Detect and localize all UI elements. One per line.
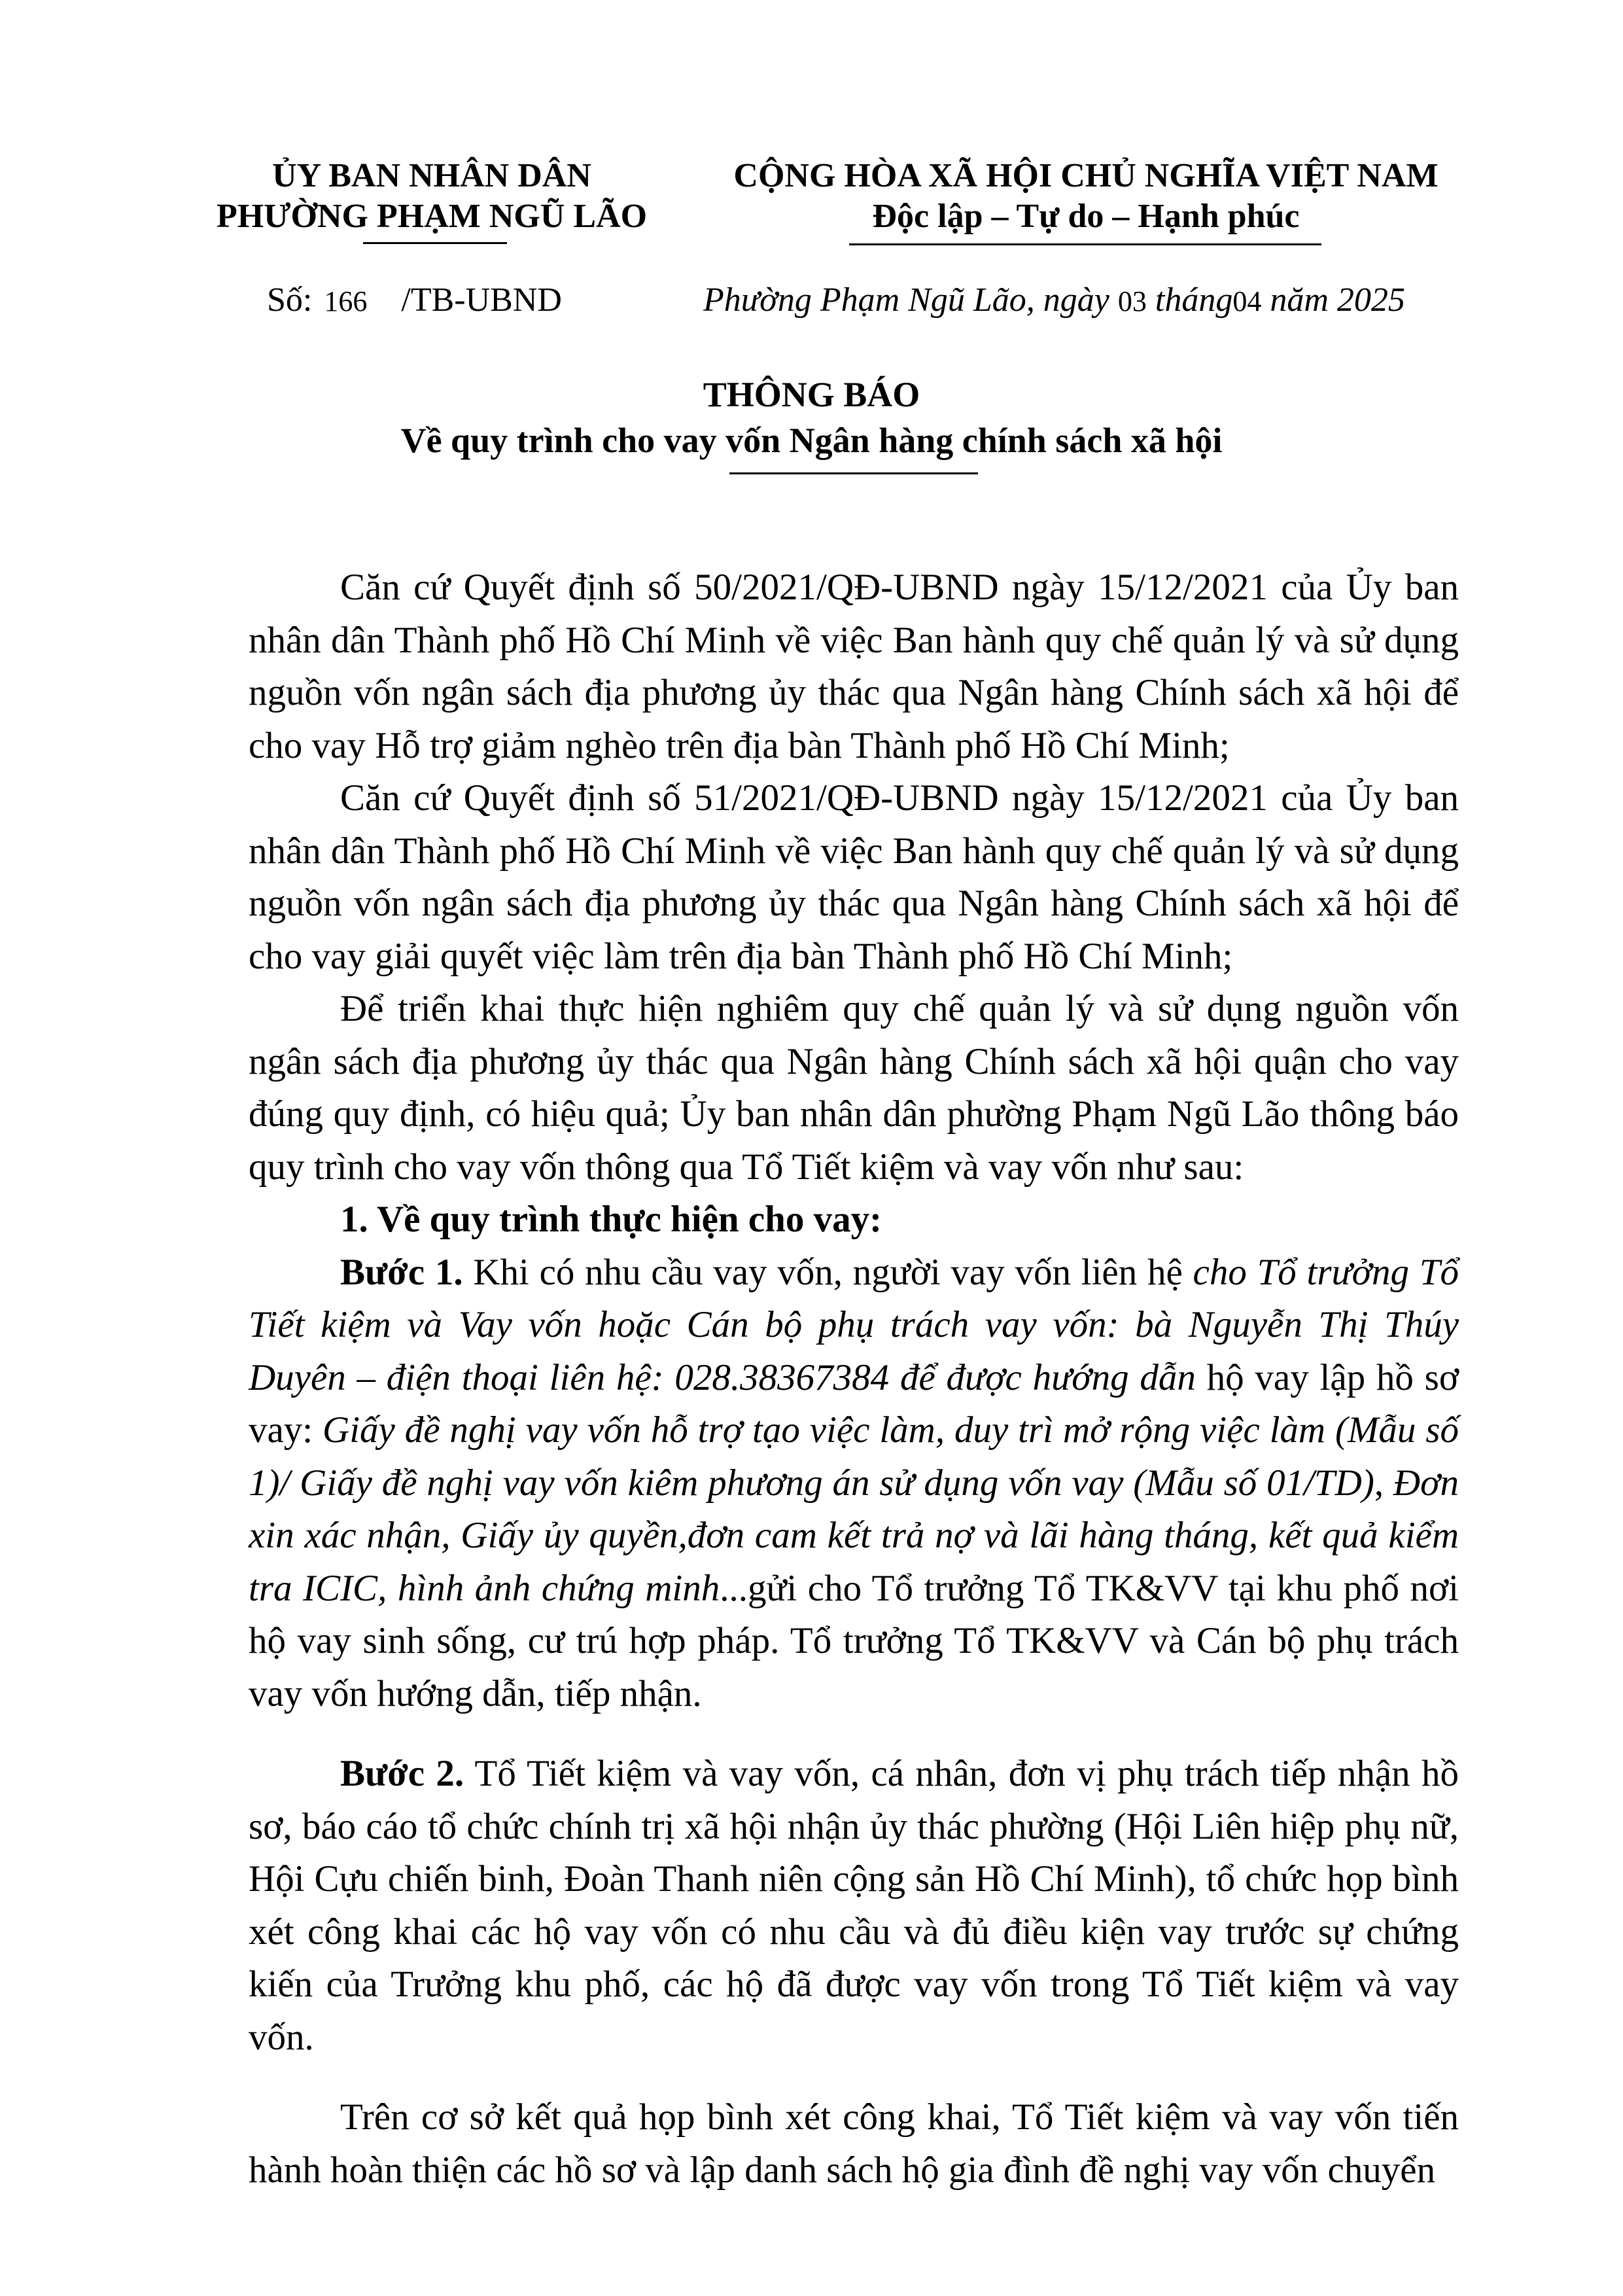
motto-underline (849, 243, 1321, 245)
legal-basis-2: Căn cứ Quyết định số 51/2021/QĐ-UBND ngày 15/12/2021 của Ủy ban nhân dân Thành phố Hồ Chí Minh về việc Ban hành quy chế quản lý và sử dụng nguồn vốn ngân sách địa phương ủy thác qua Ngân hàng Chính sách xã hội để cho vay giải quyết việc làm trên địa bàn Thành phố Hồ Chí Minh; (249, 777, 1459, 977)
step-2-paragraph (249, 1748, 1459, 2064)
step-1-forms: Giấy đề nghị vay vốn hỗ trợ tạo việc làm, duy trì mở rộng việc làm (Mẫu số 1)/ Giấy đề nghị vay vốn kiêm phương án sử dụng vốn vay (Mẫu số 01/TD) (249, 1409, 1459, 1504)
legal-basis-1: Căn cứ Quyết định số 50/2021/QĐ-UBND ngày 15/12/2021 của Ủy ban nhân dân Thành phố Hồ Chí Minh về việc Ban hành quy chế quản lý và sử dụng nguồn vốn ngân sách địa phương ủy thác qua Ngân hàng Chính sách xã hội để cho vay Hỗ trợ giảm nghèo trên địa bàn Thành phố Hồ Chí Minh; (249, 567, 1459, 766)
step-1-paragraph (249, 1246, 1459, 1721)
date-month: 04 (1232, 285, 1262, 317)
document-number (267, 280, 562, 322)
date-place: Phường Phạm Ngũ Lão, ngày (703, 281, 1109, 319)
national-title-line-1: CỘNG HÒA XÃ HỘI CHỦ NGHĨA VIỆT NAM (733, 157, 1439, 194)
step-1-contact: cho Tổ trưởng Tổ Tiết kiệm và Vay vốn hoặc Cán bộ phụ trách vay vốn: bà Nguyễn Thị Thúy Duyên – điện thoại liên hệ: 028.38367384 để được hướng dẫn (249, 1251, 1459, 1398)
document-subject: Về quy trình cho vay vốn Ngân hàng chính sách xã hội (400, 421, 1223, 460)
step-1-text-a: Khi có nhu cầu vay vốn, người vay vốn liên hệ (462, 1251, 1193, 1293)
number-value: 166 (324, 285, 368, 317)
section-1-heading: 1. Về quy trình thực hiện cho vay: (340, 1199, 882, 1240)
step-2-text: Tổ Tiết kiệm và vay vốn, cá nhân, đơn vị phụ trách tiếp nhận hồ sơ, báo cáo tổ chức chính trị xã hội nhận ủy thác phường (Hội Liên hiệp phụ nữ, Hội Cựu chiến binh, Đoàn Thanh niên cộng sản Hồ Chí Minh), tổ chức họp bình xét công khai các hộ vay vốn có nhu cầu và đủ điều kiện vay trước sự chứng kiến của Trưởng khu phố, các hộ đã được vay vốn trong Tổ Tiết kiệm và vay vốn. (249, 1753, 1459, 2058)
authority-underline (363, 242, 507, 244)
number-prefix: Số: (267, 281, 313, 319)
issuing-authority (170, 156, 693, 237)
step-1-text-d: ...gửi cho Tổ trưởng Tổ TK&VV tại khu phố nơi hộ vay sinh sống, cư trú hợp pháp. Tổ trưởng Tổ TK&VV và Cán bộ phụ trách vay vốn hướng dẫn, tiếp nhận. (249, 1567, 1459, 1714)
authority-line-2: PHƯỜNG PHẠM NGŨ LÃO (216, 198, 648, 235)
step-2-label: Bước 2. (340, 1753, 464, 1794)
date-month-word: tháng (1155, 281, 1233, 319)
purpose-paragraph: Để triển khai thực hiện nghiêm quy chế quản lý và sử dụng nguồn vốn ngân sách địa phương ủy thác qua Ngân hàng Chính sách xã hội quận cho vay đúng quy định, có hiệu quả; Ủy ban nhân dân phường Phạm Ngũ Lão thông báo quy trình cho vay vốn thông qua Tổ Tiết kiệm và vay vốn như sau: (249, 988, 1459, 1188)
issue-date (703, 280, 1405, 322)
final-paragraph: Trên cơ sở kết quả họp bình xét công khai, Tổ Tiết kiệm và vay vốn tiến hành hoàn thiện các hồ sơ và lập danh sách hộ gia đình đề nghị vay vốn chuyển (249, 2096, 1459, 2191)
date-day: 03 (1117, 285, 1147, 317)
authority-line-1: ỦY BAN NHÂN DÂN (272, 157, 591, 194)
national-title (674, 156, 1498, 237)
step-1-text-b: hộ vay lập hồ sơ vay: (249, 1356, 1459, 1451)
step-1-documents: Đơn xin xác nhận, Giấy ủy quyền,đơn cam kết trả nợ và lãi hàng tháng, kết quả kiểm tra ICIC, hình ảnh chứng minh (249, 1462, 1459, 1609)
date-year: năm 2025 (1270, 281, 1405, 319)
number-suffix: /TB-UBND (401, 281, 562, 319)
step-1-text-c: , (1374, 1462, 1393, 1504)
document-body (249, 561, 1459, 2197)
title-underline (729, 472, 978, 474)
national-motto: Độc lập – Tự do – Hạnh phúc (872, 198, 1300, 235)
document-title: THÔNG BÁO (703, 375, 920, 414)
step-1-label: Bước 1. (340, 1251, 463, 1293)
